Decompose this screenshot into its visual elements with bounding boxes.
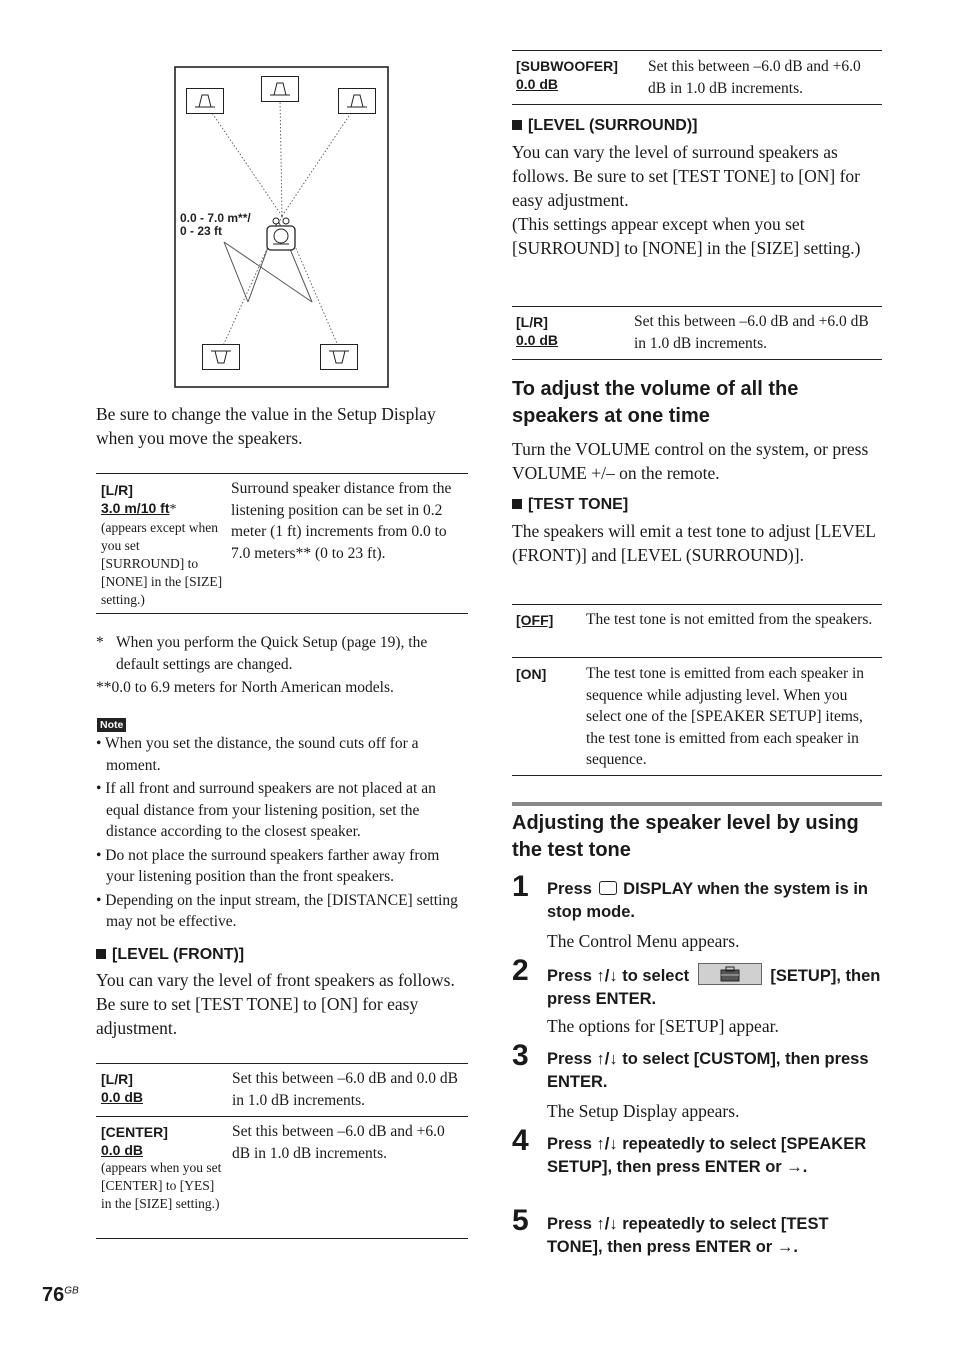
step-3-result: The Setup Display appears. — [547, 1101, 740, 1121]
surround-right-speaker-icon — [320, 344, 358, 370]
step-1-text-b: DISPLAY when the system is in stop mode. — [547, 880, 868, 921]
step-2-instruction — [547, 963, 881, 1011]
table-rule — [512, 657, 882, 658]
step-1-result: The Control Menu appears. — [547, 931, 740, 951]
distance-label — [180, 212, 251, 238]
step-4-instruction: Press ↑/↓ repeatedly to select [SPEAKER SETUP], then press ENTER or →. — [547, 1135, 867, 1176]
note-item: • If all front and surround speakers are not placed at an equal distance from your listening position, set the distance according to the closest speaker. — [96, 780, 436, 840]
step-2-result: The options for [SETUP] appear. — [547, 1016, 779, 1036]
front-center-value: 0.0 dB — [101, 1142, 144, 1158]
test-tone-heading — [512, 496, 628, 514]
subwoofer-key: [SUBWOOFER] — [516, 58, 618, 74]
intro-text: Be sure to change the value in the Setup Display when you move the speakers. — [96, 404, 436, 448]
front-left-speaker-icon — [186, 88, 224, 114]
distance-condition: (appears except when you set [SURROUND] to [NONE] in the [SIZE] setting.) — [101, 520, 223, 607]
step-3-instruction: Press ↑/↓ to select [CUSTOM], then press ENTER. — [547, 1050, 869, 1091]
table-rule — [96, 613, 468, 614]
footnote-1 — [96, 632, 468, 675]
front-center-condition: (appears when you set [CENTER] to [YES] in the [SIZE] setting.) — [101, 1160, 222, 1211]
step-1-text-a: Press — [547, 880, 592, 898]
table-rule — [512, 50, 882, 51]
step-number: 4 — [512, 1124, 529, 1157]
table-rule — [512, 604, 882, 605]
level-surround-heading-text: [LEVEL (SURROUND)] — [528, 117, 698, 134]
distance-default-mark: * — [169, 502, 177, 517]
surround-left-speaker-icon — [202, 344, 240, 370]
test-tone-off-description: The test tone is not emitted from the speakers. — [586, 611, 873, 628]
subwoofer-description: Set this between –6.0 dB and +6.0 dB in 1.0 dB increments. — [648, 58, 861, 97]
setup-toolbox-icon — [698, 963, 762, 985]
table-rule — [96, 1063, 468, 1064]
distance-table-key: [L/R] — [101, 482, 133, 498]
square-bullet-icon — [512, 120, 522, 130]
table-rule — [96, 1116, 468, 1117]
front-lr-key-cell — [101, 1070, 226, 1106]
note-item: • Depending on the input stream, the [DISTANCE] setting may not be effective. — [96, 891, 458, 930]
note-badge — [97, 715, 126, 733]
listener-icon — [264, 214, 298, 252]
section-divider — [512, 802, 882, 806]
level-front-heading-text: [LEVEL (FRONT)] — [112, 946, 245, 963]
step-2-text-b: [SETUP], then press ENTER. — [547, 967, 881, 1008]
center-speaker-icon — [261, 76, 299, 102]
step-1-instruction — [547, 878, 881, 924]
page-number-value: 76 — [42, 1284, 65, 1306]
level-front-text: You can vary the level of front speakers as follows. Be sure to set [TEST TONE] to [ON] for easy adjustment. — [96, 970, 455, 1038]
surround-lr-value: 0.0 dB — [516, 332, 559, 348]
footnote-2-text: 0.0 to 6.9 meters for North American models. — [111, 679, 394, 696]
note-label: Note — [97, 718, 126, 732]
footnote-2 — [96, 677, 468, 699]
front-center-key: [CENTER] — [101, 1124, 168, 1140]
note-list — [96, 733, 468, 933]
table-rule — [512, 306, 882, 307]
step-number: 1 — [512, 870, 529, 903]
level-surround-text: You can vary the level of surround speakers as follows. Be sure to set [TEST TONE] to [ON] for easy adjustment. — [512, 142, 861, 210]
table-rule — [512, 359, 882, 360]
surround-lr-key-cell — [516, 313, 626, 349]
footnote-2-mark: ** — [96, 679, 112, 696]
note-item: • Do not place the surround speakers farther away from your listening position than the front speakers. — [96, 846, 440, 885]
display-button-icon — [599, 881, 617, 895]
step-number: 2 — [512, 954, 529, 987]
surround-lr-key: [L/R] — [516, 314, 548, 330]
test-tone-heading-text: [TEST TONE] — [528, 496, 629, 513]
front-center-description: Set this between –6.0 dB and +6.0 dB in 1.0 dB increments. — [232, 1123, 445, 1162]
distance-description: Surround speaker distance from the listening position can be set in 0.2 meter (1 ft) increments from 0.0 to 7.0 meters** (0 to 23 ft). — [231, 480, 452, 562]
front-right-speaker-icon — [338, 88, 376, 114]
adjust-all-heading: To adjust the volume of all the speakers at one time — [512, 378, 799, 427]
square-bullet-icon — [512, 499, 522, 509]
front-lr-key: [L/R] — [101, 1071, 133, 1087]
footnote-1-mark: * — [96, 634, 104, 651]
front-center-key-cell — [101, 1123, 226, 1213]
test-tone-text: The speakers will emit a test tone to adjust [LEVEL (FRONT)] and [LEVEL (SURROUND)]. — [512, 521, 876, 565]
step-number: 5 — [512, 1204, 529, 1237]
subwoofer-key-cell — [516, 57, 641, 93]
front-lr-value: 0.0 dB — [101, 1089, 144, 1105]
surround-lr-description: Set this between –6.0 dB and +6.0 dB in 1.0 dB increments. — [634, 313, 869, 352]
adjust-all-text: Turn the VOLUME control on the system, or press VOLUME +/– on the remote. — [512, 439, 869, 483]
distance-label-metric: 0.0 - 7.0 m**/ — [180, 211, 251, 225]
page-number — [42, 1284, 79, 1307]
step-5-instruction: Press ↑/↓ repeatedly to select [TEST TONE], then press ENTER or →. — [547, 1215, 829, 1256]
distance-default-value: 3.0 m/10 ft — [101, 500, 170, 516]
square-bullet-icon — [96, 949, 106, 959]
page-suffix: GB — [64, 1285, 79, 1297]
step-2-text-a: Press ↑/↓ to select — [547, 967, 690, 985]
front-lr-description: Set this between –6.0 dB and 0.0 dB in 1.0 dB increments. — [232, 1070, 459, 1109]
level-surround-text-2: (This settings appear except when you set [SURROUND] to [NONE] in the [SIZE] setting.) — [512, 214, 861, 258]
test-tone-on-key: [ON] — [516, 666, 547, 682]
footnote-1-text: When you perform the Quick Setup (page 19), the default settings are changed. — [116, 634, 428, 673]
table-rule — [96, 473, 468, 474]
table-rule — [512, 104, 882, 105]
test-tone-on-description: The test tone is emitted from each speaker in sequence while adjusting level. When you select one of the [SPEAKER SETUP] items, the test tone is emitted from each speaker in sequence. — [586, 665, 865, 768]
table-rule — [96, 1238, 468, 1239]
distance-table-key-cell — [101, 481, 226, 609]
note-item: • When you set the distance, the sound cuts off for a moment. — [96, 735, 419, 774]
level-front-heading — [96, 946, 244, 964]
section-title: Adjusting the speaker level by using the test tone — [512, 812, 859, 861]
subwoofer-value: 0.0 dB — [516, 76, 559, 92]
level-surround-heading — [512, 117, 697, 135]
test-tone-off-key: [OFF] — [516, 612, 554, 628]
table-rule — [512, 775, 882, 776]
distance-label-imperial: 0 - 23 ft — [180, 224, 223, 238]
step-number: 3 — [512, 1039, 529, 1072]
